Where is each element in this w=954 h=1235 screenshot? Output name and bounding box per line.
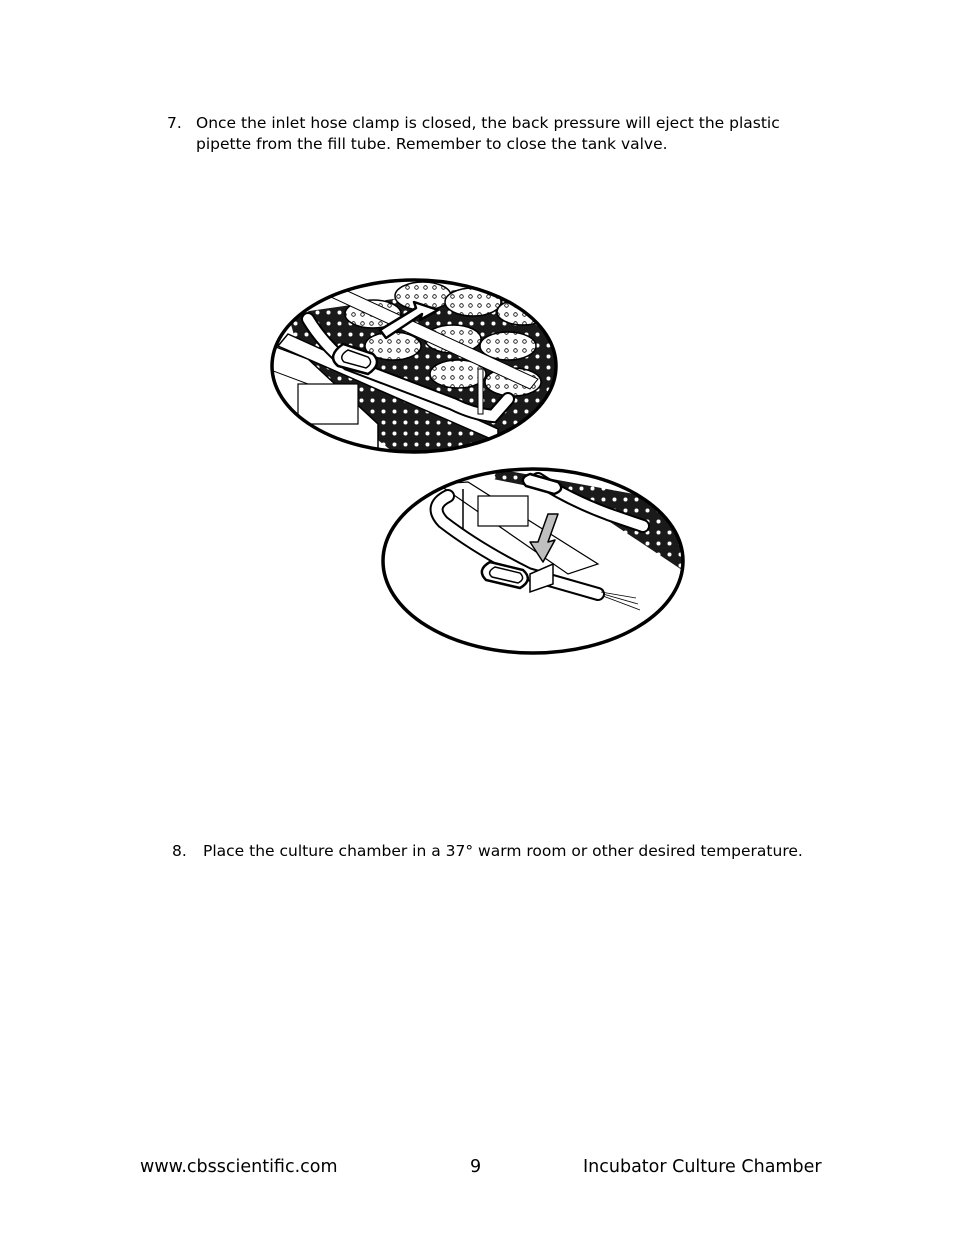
hose-clamp-illustration — [268, 274, 688, 659]
footer-title: Incubator Culture Chamber — [583, 1157, 822, 1177]
step-text-line: Once the inlet hose clamp is closed, the back pressure will eject the plastic — [196, 114, 780, 132]
instruction-step-8 — [172, 841, 812, 863]
step-text — [196, 113, 780, 155]
step-text-line: pipette from the fill tube. Remember to close the tank valve. — [196, 135, 668, 153]
footer-page-number: 9 — [470, 1157, 482, 1177]
step-text — [203, 841, 803, 862]
top-detail-view — [268, 274, 568, 464]
instruction-step-7 — [167, 113, 807, 157]
bottom-detail-view — [383, 464, 688, 659]
step-number: 7. — [167, 114, 182, 132]
step-number: 8. — [172, 842, 187, 860]
step-text-line: Place the culture chamber in a 37° warm room or other desired temperature. — [203, 842, 803, 860]
footer-website: www.cbsscientific.com — [140, 1157, 338, 1177]
